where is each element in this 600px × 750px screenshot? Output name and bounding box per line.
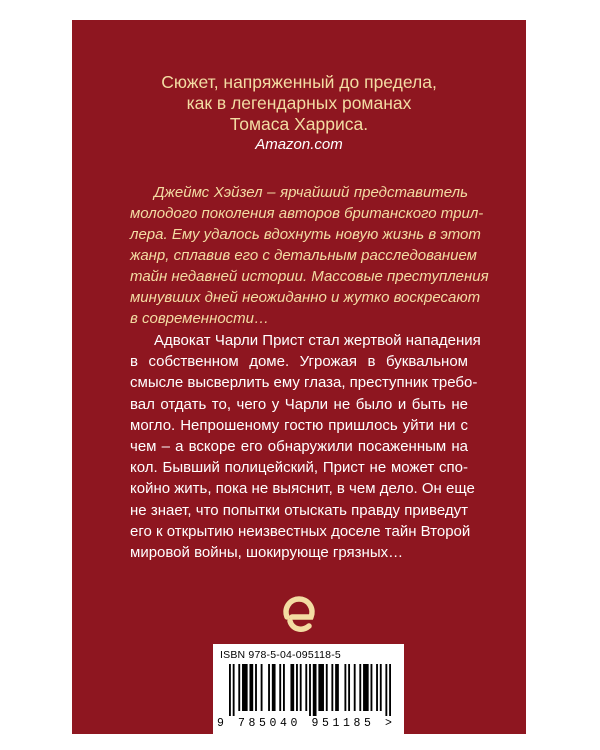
text-line: могло. Непрошеному гостю пришлось уйти ни с [130, 416, 468, 434]
text-line: Адвокат Чарли Прист стал жертвой нападения [154, 332, 481, 349]
barcode-digits: 9 785040 951185 > [217, 717, 396, 730]
review-quote [72, 72, 526, 135]
text-line: молодого поколения авторов британского трил- [130, 205, 484, 222]
barcode-bar [354, 664, 356, 711]
barcode-bar [249, 664, 253, 711]
barcode-bars [229, 664, 391, 716]
barcode-bar [283, 664, 285, 711]
isbn-barcode [213, 644, 404, 734]
barcode-bar [279, 664, 281, 711]
barcode-bar [344, 664, 346, 711]
text-line: лера. Ему удалось вдохнуть новую жизнь в этот [130, 226, 481, 243]
quote-line: как в легендарных романах [186, 93, 412, 113]
text-line: в собственном доме. Угрожая в буквальном [130, 353, 468, 371]
barcode-bar [272, 664, 276, 711]
barcode-bar [290, 664, 294, 711]
text-line: Джеймс Хэйзел – ярчайший представитель [154, 184, 468, 201]
text-line: жанр, сплавив его с детальным расследованием [130, 247, 477, 264]
barcode-bar [300, 664, 302, 711]
barcode-bar [233, 664, 235, 716]
barcode-bar [309, 664, 311, 716]
barcode-bar [268, 664, 270, 711]
quote-line: Сюжет, напряженный до предела, [161, 72, 437, 92]
barcode-bar [331, 664, 333, 711]
barcode-bar [363, 664, 369, 711]
barcode-bar [242, 664, 248, 711]
eksmo-e-logo-icon [275, 591, 323, 639]
isbn-number: ISBN 978-5-04-095118-5 [220, 649, 341, 661]
quote-line: Томаса Харриса. [229, 114, 369, 134]
text-line: кол. Бывший полицейский, Прист не может спо- [130, 459, 468, 477]
barcode-bar [238, 664, 240, 711]
text-line: мировой войны, шокирующе грязных… [130, 544, 404, 562]
text-line: в современности… [130, 310, 269, 327]
plot-synopsis [130, 330, 481, 563]
barcode-bar [255, 664, 257, 711]
barcode-bar [389, 664, 391, 716]
text-line: чем – а вскоре его обнаружили посаженным на [130, 438, 468, 456]
barcode-bar [229, 664, 231, 716]
text-line: не знает, что попытки отыскать правду приведут [130, 501, 468, 519]
text-line: тайн недавней истории. Массовые преступления [130, 268, 489, 285]
barcode-bar [380, 664, 382, 711]
barcode-bar [376, 664, 378, 711]
text-line: его к открытию неизвестных доселе тайн Второй [130, 522, 471, 540]
quote-source: Amazon.com [255, 136, 343, 153]
author-description [130, 182, 489, 329]
barcode-bar [305, 664, 307, 711]
text-line: койно жить, пока не выяснит, в чем дело. Он еще [130, 480, 475, 498]
barcode-bar [318, 664, 324, 711]
barcode-bar [371, 664, 373, 711]
barcode-bar [385, 664, 387, 716]
barcode-bar [335, 664, 339, 711]
barcode-bar [348, 664, 350, 711]
barcode-bar [313, 664, 317, 716]
barcode-bar [326, 664, 328, 711]
text-line: минувших дней неожиданно и жутко воскресают [130, 289, 481, 306]
barcode-bar [359, 664, 361, 711]
barcode-bar [261, 664, 263, 711]
book-back-cover [72, 20, 526, 734]
text-line: смысле высверлить ему глаза, преступник требо- [130, 374, 478, 392]
barcode-bar [296, 664, 298, 711]
text-line: вал отдать то, чего у Чарли не было и быть не [130, 395, 468, 413]
